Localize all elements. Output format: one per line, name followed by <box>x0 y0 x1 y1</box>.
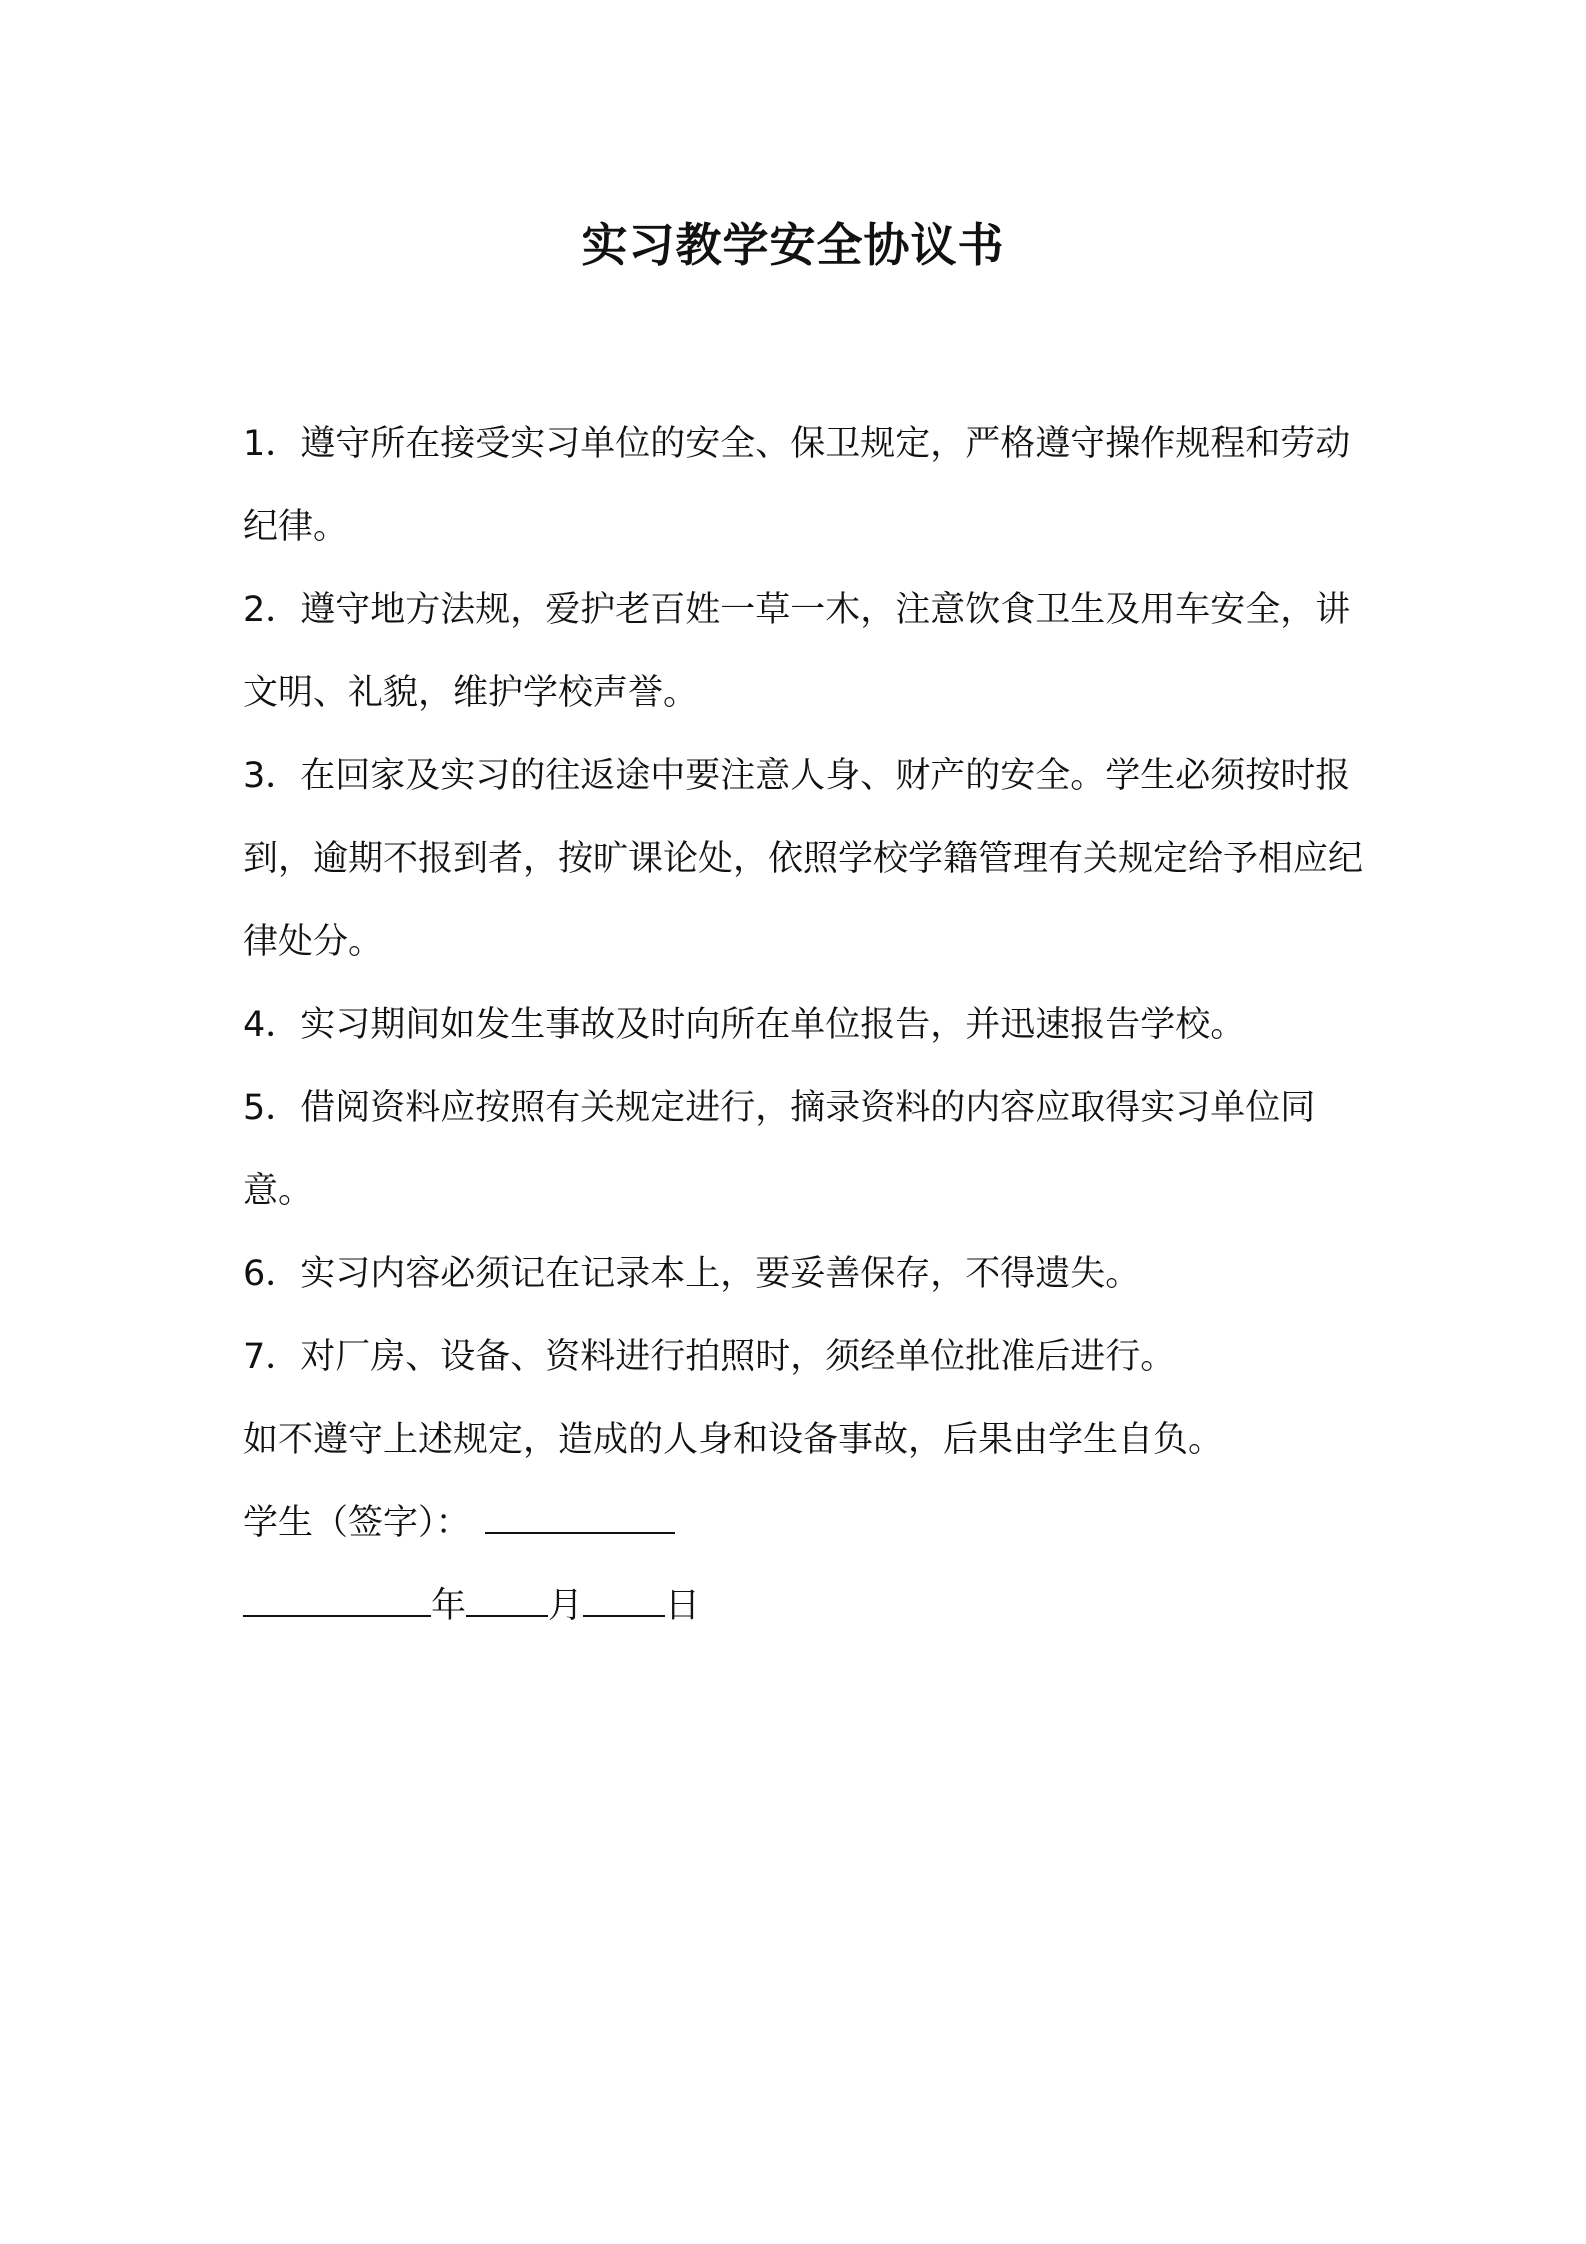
closing-statement: 如不遵守上述规定，造成的人身和设备事故，后果由学生自负。 <box>243 1420 1224 1460</box>
clause-text: 对厂房、设备、资料进行拍照时，须经单位批准后进行。 <box>300 1337 1176 1377</box>
clause-3 <box>243 735 1373 984</box>
clause-text: 遵守地方法规，爱护老百姓一草一木，注意饮食卫生及用车安全，讲文明、礼貌，维护学校声誉。 <box>243 590 1351 713</box>
date-line <box>243 1565 1373 1648</box>
clause-text: 在回家及实习的往返途中要注意人身、财产的安全。学生必须按时报到，逾期不报到者，按旷课论处，依照学校学籍管理有关规定给予相应纪律处分。 <box>243 756 1364 962</box>
clause-6 <box>243 1233 1373 1316</box>
day-blank[interactable] <box>583 1585 665 1617</box>
document-title: 实习教学安全协议书 <box>581 218 1005 272</box>
clause-number: 1． <box>243 424 301 464</box>
day-label: 日 <box>665 1586 701 1626</box>
year-blank[interactable] <box>243 1585 431 1617</box>
clause-1 <box>243 403 1373 569</box>
clause-5 <box>243 1067 1373 1233</box>
clause-number: 6． <box>243 1254 301 1294</box>
clause-2 <box>243 569 1373 735</box>
document-body <box>243 403 1373 1648</box>
clause-number: 4． <box>243 1005 301 1045</box>
clause-number: 3． <box>243 756 301 796</box>
clause-4 <box>243 984 1373 1067</box>
signature-line <box>243 1482 1373 1565</box>
clause-text: 实习期间如发生事故及时向所在单位报告，并迅速报告学校。 <box>300 1005 1246 1045</box>
year-label: 年 <box>431 1586 467 1626</box>
clause-number: 2． <box>243 590 301 630</box>
signature-label: 学生（签字）： <box>243 1503 471 1543</box>
clause-number: 7． <box>243 1337 301 1377</box>
month-blank[interactable] <box>466 1585 548 1617</box>
month-label: 月 <box>548 1586 584 1626</box>
signature-blank[interactable] <box>485 1502 675 1534</box>
clause-text: 实习内容必须记在记录本上，要妥善保存，不得遗失。 <box>300 1254 1141 1294</box>
clause-text: 遵守所在接受实习单位的安全、保卫规定，严格遵守操作规程和劳动纪律。 <box>243 424 1351 547</box>
clause-number: 5． <box>243 1088 301 1128</box>
clause-7 <box>243 1316 1373 1399</box>
clause-text: 借阅资料应按照有关规定进行，摘录资料的内容应取得实习单位同意。 <box>243 1088 1316 1211</box>
